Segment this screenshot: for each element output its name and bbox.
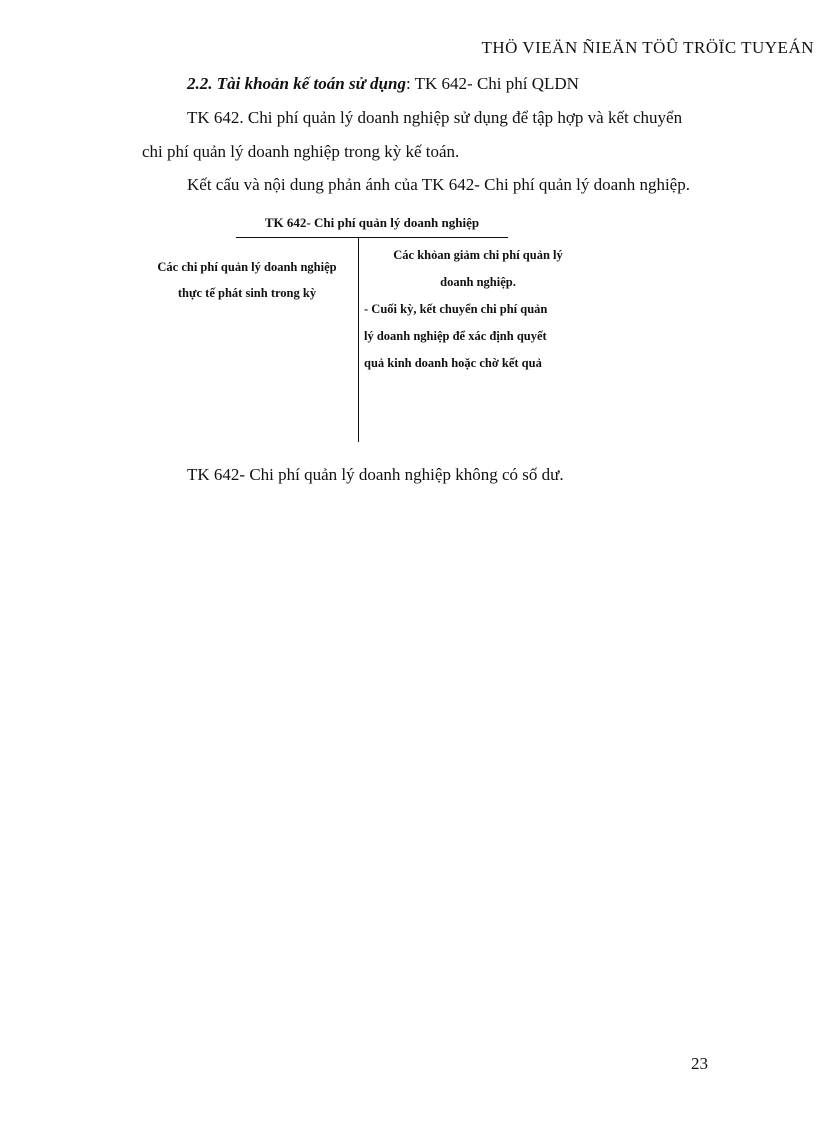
credit-line: doanh nghiệp. [440, 275, 516, 289]
section-heading-label: 2.2. Tài khoản kế toán sử dụng [187, 74, 406, 93]
t-account-horizontal-rule [236, 237, 508, 238]
paragraph-1-line-1: TK 642. Chi phí quản lý doanh nghiệp sử dụng để tập hợp và kết chuyển [187, 108, 683, 127]
t-account-debit-side [132, 254, 362, 306]
debit-line: Các chi phí quản lý doanh nghiệp [157, 260, 337, 274]
paragraph-1-line-2: chi phí quản lý doanh nghiệp trong kỳ kế toán. [142, 142, 460, 161]
credit-line: quả kinh doanh hoặc chờ kết quả [364, 356, 542, 370]
credit-line: Các khỏan giảm chi phí quản lý [393, 248, 563, 262]
t-account-credit-side [364, 242, 604, 377]
page-number: 23 [691, 1054, 708, 1073]
t-account-title: TK 642- Chi phí quản lý doanh nghiệp [264, 215, 480, 230]
paragraph-2: Kết cấu và nội dung phản ánh của TK 642- Chi phí quản lý doanh nghiệp. [187, 175, 690, 194]
paragraph-3: TK 642- Chi phí quản lý doanh nghiệp không có số dư. [187, 465, 564, 484]
credit-line: - Cuối kỳ, kết chuyển chi phí quản [364, 302, 548, 316]
debit-line: thực tế phát sinh trong kỳ [177, 286, 317, 300]
section-heading [187, 74, 579, 94]
page-header: THÖ VIEÄN ÑIEÄN TÖÛ TRÖÏC TUYEÁN [481, 38, 814, 57]
section-heading-rest: : TK 642- Chi phí QLDN [405, 74, 579, 93]
credit-line: lý doanh nghiệp để xác định quyết [364, 329, 547, 343]
